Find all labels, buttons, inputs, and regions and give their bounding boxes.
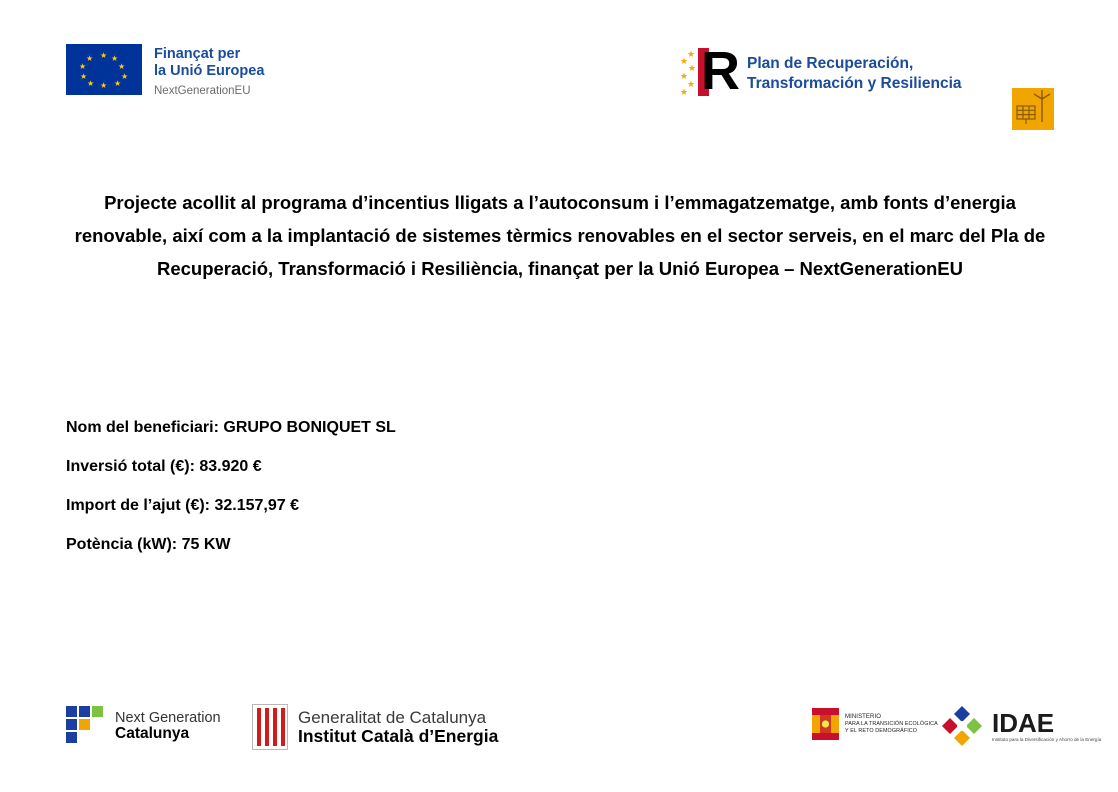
- eu-line-3: NextGenerationEU: [154, 85, 251, 97]
- detail-label-beneficiary: Nom del beneficiari:: [66, 419, 219, 436]
- ngc-line-2: Catalunya: [115, 725, 190, 742]
- ngc-line-1: Next Generation: [115, 710, 221, 726]
- prtr-text: [747, 54, 962, 94]
- eu-funding-logo: [66, 44, 264, 99]
- idae-mark-icon: [940, 704, 984, 748]
- eu-line-2: la Unió Europea: [154, 63, 265, 79]
- ministerio-text: [845, 714, 938, 735]
- eu-flag-icon: ★ ★ ★ ★ ★ ★ ★ ★ ★ ★: [66, 44, 142, 95]
- spain-coat-of-arms-icon: [812, 708, 839, 740]
- wind-solar-icon: [1012, 88, 1054, 130]
- detail-label-power: Potència (kW):: [66, 536, 178, 553]
- prtr-line-1: Plan de Recuperación,: [747, 55, 914, 72]
- ngc-squares-icon: [66, 706, 106, 746]
- eu-funding-text: [154, 44, 264, 99]
- detail-value-power: 75 KW: [181, 536, 231, 553]
- ministerio-line-1: MINISTERIO: [845, 713, 882, 720]
- detail-value-investment: 83.920 €: [199, 458, 262, 475]
- prtr-stars-icon: ★ ★ ★ ★ ★ ★: [680, 49, 697, 97]
- detail-value-grant: 32.157,97 €: [214, 497, 299, 514]
- detail-row-beneficiary: [66, 408, 396, 447]
- detail-value-beneficiary: GRUPO BONIQUET SL: [223, 419, 396, 436]
- detail-row-investment: [66, 447, 396, 486]
- ngc-text: [115, 710, 221, 742]
- detail-row-grant: [66, 486, 396, 525]
- next-generation-catalunya-logo: [66, 706, 221, 746]
- idae-subtitle: Instituto para la Diversificación y Ahorro de la Energía: [992, 737, 1102, 742]
- eu-line-1: Finançat per: [154, 46, 241, 62]
- generalitat-line-2: Institut Català d’Energia: [298, 726, 499, 746]
- project-headline: Projecte acollit al programa d’incentius lligats a l’autoconsum i l’emmagatzematge, amb fonts d’energia renovable, així com a la implantació de sistemes tèrmics renovables en el sector serveis, en el marc del Pla de Recuperació, Transformació i Resiliència, finançat per la Unió Europea – NextGenerationEU: [74, 192, 1046, 279]
- detail-label-investment: Inversió total (€):: [66, 458, 195, 475]
- idae-name: IDAE: [992, 708, 1055, 738]
- prtr-mark-icon: [680, 41, 738, 104]
- ministerio-line-3: Y EL RETO DEMOGRÁFICO: [845, 727, 918, 734]
- prtr-letter-r: R: [701, 41, 738, 101]
- generalitat-line-1: Generalitat de Catalunya: [298, 708, 487, 727]
- header-logo-bar: [0, 40, 1118, 120]
- detail-row-power: [66, 525, 396, 564]
- ministerio-logo: [812, 708, 938, 740]
- senyera-icon: [252, 704, 288, 750]
- ministerio-line-2: PARA LA TRANSICIÓN ECOLÓGICA: [845, 720, 938, 727]
- prtr-line-2: Transformación y Resiliencia: [747, 75, 962, 92]
- footer-logo-bar: [0, 700, 1118, 760]
- generalitat-text: [298, 708, 498, 746]
- idae-text: [992, 709, 1101, 743]
- project-details: [66, 408, 396, 564]
- plan-recuperacion-logo: [680, 41, 962, 104]
- idae-logo: [940, 704, 1101, 748]
- detail-label-grant: Import de l’ajut (€):: [66, 497, 210, 514]
- generalitat-catalunya-logo: [252, 704, 498, 750]
